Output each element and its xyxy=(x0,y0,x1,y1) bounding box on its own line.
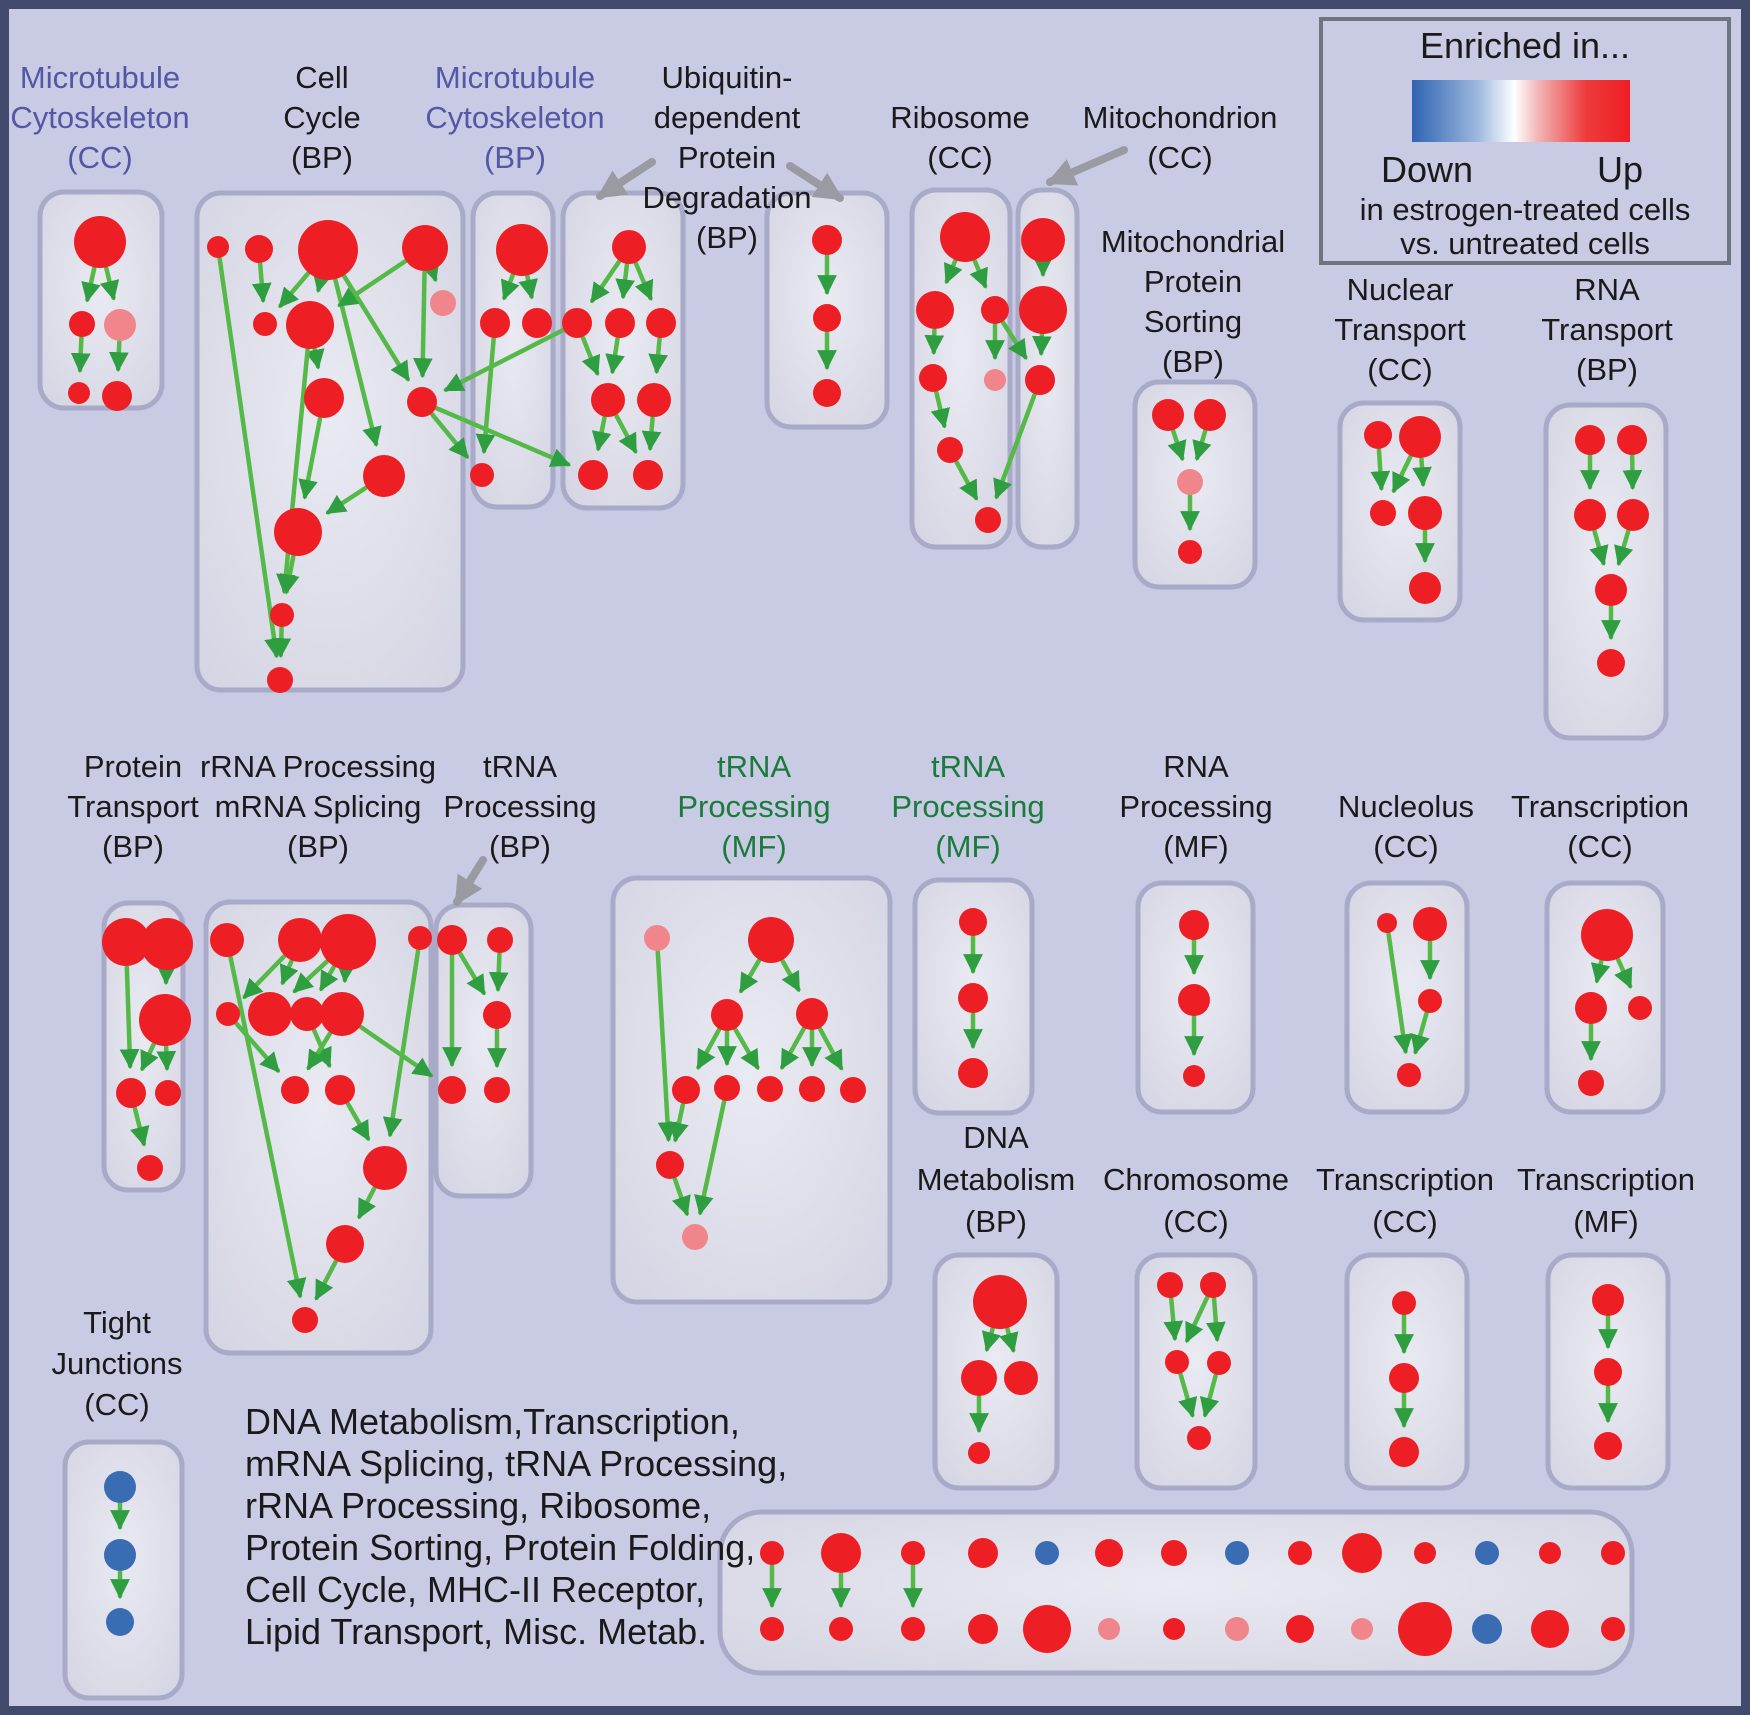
cluster-label-mitochondrion-cc: (CC) xyxy=(1147,140,1213,175)
cluster-label-transcription-mf: (MF) xyxy=(1573,1204,1639,1239)
cluster-label-protein-transport-bp: Protein xyxy=(83,749,183,784)
summary-node-top-blue xyxy=(1475,1541,1499,1565)
gene-node-red xyxy=(207,236,229,258)
gene-node-red xyxy=(320,992,364,1036)
summary-node-bottom-red xyxy=(1531,1610,1569,1648)
gene-node-red xyxy=(1389,1363,1419,1393)
cluster-label-cell-cycle-bp: (BP) xyxy=(291,140,353,175)
legend-title: Enriched in... xyxy=(1419,25,1631,66)
merged-categories-text: Protein Sorting, Protein Folding, xyxy=(245,1527,756,1568)
edge-arrow-rrna-processing-bp xyxy=(345,971,346,980)
cluster-label-microtubule-bp: Microtubule xyxy=(434,60,596,95)
cluster-label-nucleolus-cc: Nucleolus xyxy=(1337,789,1475,824)
legend-subtitle-line2: vs. untreated cells xyxy=(1400,226,1650,261)
summary-node-top-red xyxy=(1342,1533,1382,1573)
summary-node-top-blue xyxy=(1035,1541,1059,1565)
cluster-label-chromosome-cc: Chromosome xyxy=(1102,1162,1290,1197)
gene-node-pink xyxy=(682,1224,708,1250)
gene-node-red xyxy=(1183,1065,1205,1087)
gene-node-red xyxy=(1004,1361,1038,1395)
summary-node-top-red xyxy=(760,1541,784,1565)
gene-node-red xyxy=(748,917,794,963)
edge-arrow-cell-cycle-bp xyxy=(423,272,425,375)
gene-node-red xyxy=(981,296,1009,324)
gene-node-red xyxy=(958,983,988,1013)
gene-node-red xyxy=(484,1077,510,1103)
gene-node-red xyxy=(270,603,294,627)
gene-node-red xyxy=(813,379,841,407)
merged-categories-text: rRNA Processing, Ribosome, xyxy=(245,1485,712,1526)
merged-categories-text: DNA Metabolism,Transcription, xyxy=(245,1401,740,1442)
cluster-box-rna-transport-bp xyxy=(1546,405,1666,738)
cluster-label-trna-processing-bp: Processing xyxy=(443,789,597,824)
gene-node-red xyxy=(216,1002,240,1026)
gene-node-red xyxy=(1389,1437,1419,1467)
gene-node-red xyxy=(1595,574,1627,606)
cluster-label-trna-processing-mf-1: Processing xyxy=(677,789,831,824)
gene-node-red xyxy=(137,1155,163,1181)
gene-node-red xyxy=(1413,907,1447,941)
cluster-box-chromosome-cc xyxy=(1137,1255,1255,1488)
gene-node-red xyxy=(840,1077,866,1103)
summary-node-top-red xyxy=(821,1533,861,1573)
cluster-label-nucleolus-cc: (CC) xyxy=(1373,829,1439,864)
gene-node-red xyxy=(320,914,376,970)
gene-node-red xyxy=(1617,425,1647,455)
edge-arrow-cell-cycle-bp xyxy=(281,628,282,655)
gene-node-red xyxy=(1581,909,1633,961)
gene-node-red xyxy=(363,1146,407,1190)
summary-node-bottom-blue xyxy=(1472,1614,1502,1644)
summary-node-bottom-pink xyxy=(1225,1617,1249,1641)
gene-node-red xyxy=(916,291,954,329)
gene-node-red xyxy=(1370,500,1396,526)
cluster-label-ubiquitin-bp-a: Degradation xyxy=(642,180,812,215)
merged-categories-text: Lipid Transport, Misc. Metab. xyxy=(245,1611,708,1652)
edge-arrow-chromosome-cc xyxy=(1214,1299,1217,1339)
gene-node-red xyxy=(267,667,293,693)
cluster-label-ubiquitin-bp-a: Ubiquitin- xyxy=(661,60,793,95)
gene-node-red xyxy=(1399,416,1441,458)
cluster-label-dna-metabolism-bp: (BP) xyxy=(965,1204,1027,1239)
edge-arrow-cell-cycle-bp xyxy=(315,350,318,367)
gene-node-red xyxy=(937,437,963,463)
gene-node-blue xyxy=(106,1608,134,1636)
cluster-label-microtubule-cc: Microtubule xyxy=(19,60,181,95)
gene-node-red xyxy=(102,381,132,411)
gene-node-pink xyxy=(984,369,1006,391)
gene-node-pink xyxy=(430,290,456,316)
gene-node-red xyxy=(1364,421,1392,449)
cluster-label-trna-processing-mf-1: (MF) xyxy=(721,829,787,864)
gene-node-red xyxy=(1187,1426,1211,1450)
gene-node-red xyxy=(155,1080,181,1106)
gene-node-red xyxy=(1628,996,1652,1020)
gene-node-red xyxy=(656,1151,684,1179)
legend-up-label: Up xyxy=(1596,149,1644,190)
cluster-label-tight-junctions-cc: Junctions xyxy=(51,1346,183,1381)
gene-node-red xyxy=(278,918,322,962)
gene-node-red xyxy=(1179,910,1209,940)
gene-node-red xyxy=(919,364,947,392)
gene-node-red xyxy=(1574,499,1606,531)
legend-down-label: Down xyxy=(1380,149,1474,190)
gene-node-red xyxy=(975,507,1001,533)
summary-node-bottom-red xyxy=(829,1617,853,1641)
cluster-label-trna-processing-mf-2: tRNA xyxy=(930,749,1006,784)
gene-node-red xyxy=(757,1076,783,1102)
summary-node-top-red xyxy=(1601,1541,1625,1565)
cluster-label-rna-processing-mf: (MF) xyxy=(1163,829,1229,864)
gene-node-red xyxy=(813,304,841,332)
edge-arrow-mitochondrion-cc xyxy=(1041,335,1042,353)
cluster-label-microtubule-cc: (CC) xyxy=(67,140,133,175)
cluster-label-nuclear-transport-cc: Nuclear xyxy=(1346,272,1454,307)
edge-arrow-ubiquitin-bp-a xyxy=(650,418,652,448)
cluster-label-dna-metabolism-bp: DNA xyxy=(963,1120,1029,1155)
summary-node-bottom-pink xyxy=(1351,1618,1373,1640)
cluster-label-ribosome-cc: (CC) xyxy=(927,140,993,175)
gene-node-red xyxy=(281,1076,309,1104)
cluster-label-trna-processing-bp: (BP) xyxy=(489,829,551,864)
gene-node-blue xyxy=(104,1539,136,1571)
gene-node-red xyxy=(711,999,743,1031)
gene-node-red xyxy=(286,301,334,349)
cluster-label-chromosome-cc: (CC) xyxy=(1163,1204,1229,1239)
gene-node-red xyxy=(1409,572,1441,604)
edge-arrow-protein-transport-bp xyxy=(166,1047,167,1068)
gene-node-red xyxy=(1152,399,1184,431)
gene-node-red xyxy=(69,311,95,337)
gene-node-red xyxy=(408,926,432,950)
gene-node-red xyxy=(958,1058,988,1088)
gene-node-red xyxy=(1592,1284,1624,1316)
gene-node-red xyxy=(74,216,126,268)
legend-subtitle-line1: in estrogen-treated cells xyxy=(1359,192,1691,227)
cluster-label-mito-protein-sorting-bp: Sorting xyxy=(1143,304,1243,339)
gene-node-red xyxy=(290,997,324,1031)
cluster-label-ribosome-cc: Ribosome xyxy=(890,100,1030,135)
gene-node-red xyxy=(470,463,494,487)
gene-node-red xyxy=(961,1360,997,1396)
cluster-label-rrna-processing-bp: mRNA Splicing xyxy=(214,789,422,824)
gene-node-red xyxy=(274,508,322,556)
cluster-label-rna-processing-mf: RNA xyxy=(1163,749,1229,784)
gene-node-red xyxy=(562,308,592,338)
cluster-label-tight-junctions-cc: Tight xyxy=(83,1305,151,1340)
gene-node-pink xyxy=(644,925,670,951)
gene-node-red xyxy=(407,387,437,417)
cluster-label-cell-cycle-bp: Cycle xyxy=(283,100,361,135)
cluster-label-mitochondrion-cc: Mitochondrion xyxy=(1082,100,1278,135)
cluster-label-transcription-cc-mid: Transcription xyxy=(1510,789,1690,824)
gene-node-red xyxy=(633,460,663,490)
gene-node-red xyxy=(1418,989,1442,1013)
cluster-label-trna-processing-bp: tRNA xyxy=(482,749,558,784)
gene-node-red xyxy=(326,1225,364,1263)
edge-arrow-nuclear-transport-cc xyxy=(1421,459,1423,484)
summary-node-top-red xyxy=(1288,1541,1312,1565)
gene-node-red xyxy=(496,224,548,276)
gene-node-red xyxy=(1178,540,1202,564)
edge-arrow-trna-processing-bp xyxy=(498,954,499,989)
gene-node-red xyxy=(245,235,273,263)
cluster-label-rna-transport-bp: RNA xyxy=(1574,272,1640,307)
gene-node-red xyxy=(248,992,292,1036)
gene-node-red xyxy=(578,460,608,490)
gene-node-red xyxy=(959,908,987,936)
cluster-label-trna-processing-mf-1: tRNA xyxy=(716,749,792,784)
cluster-label-tight-junctions-cc: (CC) xyxy=(84,1387,150,1422)
gene-node-red xyxy=(1397,1063,1421,1087)
cluster-label-rna-processing-mf: Processing xyxy=(1119,789,1273,824)
summary-node-top-red xyxy=(1095,1539,1123,1567)
gene-node-red xyxy=(141,918,193,970)
gene-node-red xyxy=(253,312,277,336)
gene-node-red xyxy=(325,1075,355,1105)
gene-node-red xyxy=(483,1001,511,1029)
gene-node-red xyxy=(1377,913,1397,933)
cluster-label-rna-transport-bp: (BP) xyxy=(1576,352,1638,387)
gene-node-red xyxy=(522,308,552,338)
summary-node-bottom-red xyxy=(1023,1605,1071,1653)
gene-node-red xyxy=(1594,1432,1622,1460)
edge-arrow-microtubule-cc xyxy=(118,342,119,369)
gene-node-red xyxy=(1025,365,1055,395)
cluster-label-ubiquitin-bp-a: Protein xyxy=(677,140,777,175)
cluster-label-ubiquitin-bp-a: dependent xyxy=(653,100,801,135)
gene-node-red xyxy=(402,225,448,271)
gene-node-red xyxy=(1594,1358,1622,1386)
cluster-label-nuclear-transport-cc: (CC) xyxy=(1367,352,1433,387)
legend-gradient-bar xyxy=(1412,80,1630,142)
cluster-label-microtubule-bp: (BP) xyxy=(484,140,546,175)
gene-node-red xyxy=(1021,218,1065,262)
edge-arrow-ubiquitin-bp-a xyxy=(657,339,660,371)
summary-node-bottom-red xyxy=(901,1617,925,1641)
cluster-label-transcription-mf: Transcription xyxy=(1516,1162,1696,1197)
cluster-label-rrna-processing-bp: rRNA Processing xyxy=(199,749,437,784)
gene-node-red xyxy=(298,220,358,280)
summary-node-top-red xyxy=(901,1541,925,1565)
summary-node-top-red xyxy=(1414,1542,1436,1564)
gene-node-red xyxy=(646,308,676,338)
gene-node-red xyxy=(68,382,90,404)
cluster-label-rna-transport-bp: Transport xyxy=(1541,312,1673,347)
gene-node-red xyxy=(304,378,344,418)
summary-node-top-red xyxy=(1539,1542,1561,1564)
gene-node-red xyxy=(437,925,467,955)
summary-node-top-red xyxy=(968,1538,998,1568)
merged-categories-text: Cell Cycle, MHC-II Receptor, xyxy=(245,1569,706,1610)
gene-node-red xyxy=(1392,1291,1416,1315)
cluster-label-dna-metabolism-bp: Metabolism xyxy=(916,1162,1076,1197)
cluster-label-ubiquitin-bp-a: (BP) xyxy=(696,220,758,255)
edge-arrow-nuclear-transport-cc xyxy=(1379,450,1381,488)
summary-node-bottom-red xyxy=(968,1614,998,1644)
summary-box xyxy=(720,1512,1632,1673)
cluster-label-microtubule-cc: Cytoskeleton xyxy=(10,100,190,135)
summary-node-bottom-red xyxy=(760,1617,784,1641)
summary-node-bottom-pink xyxy=(1098,1618,1120,1640)
gene-node-red xyxy=(940,212,990,262)
cluster-label-mito-protein-sorting-bp: (BP) xyxy=(1162,344,1224,379)
cluster-label-cell-cycle-bp: Cell xyxy=(295,60,349,95)
summary-node-top-red xyxy=(1161,1540,1187,1566)
gene-node-red xyxy=(1575,992,1607,1024)
gene-node-red xyxy=(1408,496,1442,530)
gene-node-red xyxy=(1200,1272,1226,1298)
gene-node-red xyxy=(292,1307,318,1333)
gene-node-red xyxy=(605,308,635,338)
gene-node-red xyxy=(1157,1272,1183,1298)
cluster-label-rrna-processing-bp: (BP) xyxy=(287,829,349,864)
gene-node-red xyxy=(637,383,671,417)
gene-node-red xyxy=(796,998,828,1030)
gene-node-red xyxy=(973,1275,1027,1329)
edge-arrow-cell-cycle-bp xyxy=(260,264,263,300)
gene-node-red xyxy=(363,455,405,497)
cluster-label-microtubule-bp: Cytoskeleton xyxy=(425,100,605,135)
edge-arrow-cell-cycle-bp xyxy=(432,271,435,279)
edge-arrow-microtubule-cc xyxy=(80,338,81,370)
gene-node-red xyxy=(1597,649,1625,677)
cluster-label-nuclear-transport-cc: Transport xyxy=(1334,312,1466,347)
gene-node-red xyxy=(799,1076,825,1102)
cluster-label-trna-processing-mf-2: Processing xyxy=(891,789,1045,824)
summary-node-top-blue xyxy=(1225,1541,1249,1565)
gene-node-red xyxy=(1617,499,1649,531)
gene-node-pink xyxy=(104,309,136,341)
gene-node-red xyxy=(968,1442,990,1464)
gene-node-red xyxy=(591,383,625,417)
gene-node-red xyxy=(116,1078,146,1108)
gene-node-red xyxy=(1207,1351,1231,1375)
cluster-label-trna-processing-mf-2: (MF) xyxy=(935,829,1001,864)
summary-node-bottom-red xyxy=(1601,1617,1625,1641)
cluster-label-protein-transport-bp: Transport xyxy=(67,789,199,824)
merged-categories-text: mRNA Splicing, tRNA Processing, xyxy=(245,1443,788,1484)
gene-node-red xyxy=(139,994,191,1046)
summary-node-bottom-red xyxy=(1286,1615,1314,1643)
gene-node-pink xyxy=(1177,469,1203,495)
gene-node-blue xyxy=(104,1471,136,1503)
gene-node-red xyxy=(1578,1070,1604,1096)
cluster-label-mito-protein-sorting-bp: Mitochondrial xyxy=(1100,224,1286,259)
summary-node-bottom-red xyxy=(1398,1602,1452,1656)
edge-arrow-ribosome-cc xyxy=(934,330,935,352)
gene-node-red xyxy=(714,1075,740,1101)
gene-node-red xyxy=(1165,1350,1189,1374)
gene-node-red xyxy=(1575,425,1605,455)
edge-arrow-cell-cycle-bp xyxy=(318,280,320,290)
cluster-label-transcription-cc-mid: (CC) xyxy=(1567,829,1633,864)
gene-node-red xyxy=(1178,984,1210,1016)
cluster-label-transcription-cc-bottom: Transcription xyxy=(1315,1162,1495,1197)
gene-node-red xyxy=(1194,399,1226,431)
gene-node-red xyxy=(812,225,842,255)
gene-node-red xyxy=(210,923,244,957)
gene-node-red xyxy=(612,230,646,264)
gene-node-red xyxy=(487,927,513,953)
gene-node-red xyxy=(438,1076,466,1104)
summary-node-bottom-red xyxy=(1163,1618,1185,1640)
gene-node-red xyxy=(480,308,510,338)
gene-node-red xyxy=(1019,286,1067,334)
cluster-label-mito-protein-sorting-bp: Protein xyxy=(1143,264,1243,299)
cluster-label-transcription-cc-bottom: (CC) xyxy=(1372,1204,1438,1239)
cluster-label-protein-transport-bp: (BP) xyxy=(102,829,164,864)
gene-node-red xyxy=(672,1076,700,1104)
